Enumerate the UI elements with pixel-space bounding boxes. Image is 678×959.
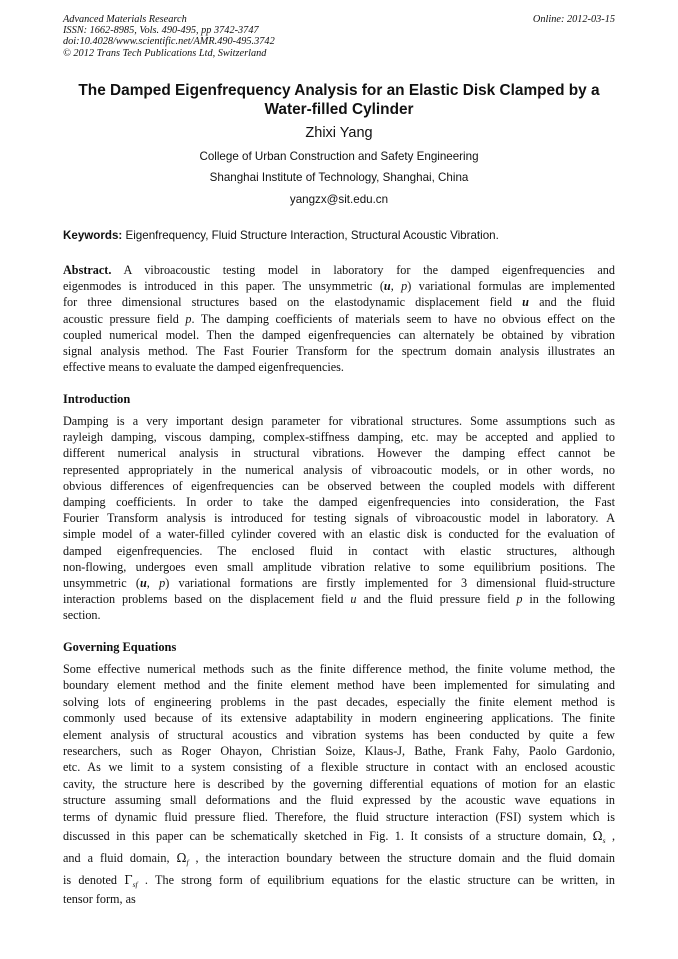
paragraph-line: etc. As we limit to a system consisting of a flexible structure in contact with an enclosed acoustic: [63, 760, 615, 775]
author-email[interactable]: yangzx@sit.edu.cn: [289, 193, 389, 206]
governing-equations-text: [63, 661, 615, 907]
paragraph-line: rayleigh damping, viscous damping, complex-stiffness damping, etc. may be accepted and applied to: [63, 430, 615, 445]
paragraph-line: represented appropriately in the numerical analysis of vibroacoutic models, or in other words, no: [63, 462, 615, 477]
omega-symbol: Ω: [592, 828, 603, 843]
abstract-line: Abstract. A vibroacoustic testing model in laboratory for the damped eigenfrequencies and: [63, 263, 615, 277]
paragraph-line: terms of dynamic fluid pressure flied. Therefore, the fluid structure interaction (FSI) system which is: [63, 809, 615, 824]
paragraph-line: structure assuming small deformations and the fluid expressed by the acoustic wave equations in: [63, 793, 615, 808]
section-heading-governing-equations: Governing Equations: [63, 640, 177, 654]
section-heading-introduction: Introduction: [63, 392, 131, 406]
gamma-symbol: Γ: [124, 872, 133, 887]
paragraph-line: and a fluid domain, $\Omega_f$ , the interaction boundary between the structure domain and the fluid domain: [63, 850, 615, 867]
abstract-line: eigenmodes is introduced in this paper. The unsymmetric (u, p) variational formulas are implemented: [63, 279, 616, 294]
doi-link[interactable]: doi:10.4028/www.scientific.net/AMR.490-495.3742: [63, 36, 275, 48]
paragraph-line: discussed in this paper can be schematically sketched in Fig. 1. It consists of a structure domain, $\Omega_s$ ,: [63, 828, 616, 845]
keywords-label: Keywords:: [63, 229, 123, 242]
omega-symbol: Ω: [176, 850, 187, 865]
affiliation-line-2: Shanghai Institute of Technology, Shanghai, China: [209, 171, 469, 184]
paragraph-line: Some effective numerical methods such as the finite difference method, the finite volume method, the: [63, 662, 615, 676]
author-name: Zhixi Yang: [305, 125, 373, 141]
abstract-line: for three dimensional structures based on the elastodynamic displacement field u and the fluid: [63, 295, 615, 310]
abstract-line: acoustic pressure field p. The damping coefficients of materials seem to have no obvious effect on the: [63, 311, 615, 326]
paragraph-line: boundary element method and the finite element method have been implemented for simulating and: [63, 678, 615, 693]
journal-name: Advanced Materials Research: [63, 14, 187, 25]
paragraph-line: commonly used because of its extensive adaptability in modern engineering applications. The finite: [63, 711, 615, 726]
paragraph-line: simple model of a water-filled cylinder covered with an elastic disk is conducted for the evaluation of: [63, 527, 615, 542]
paragraph-line: damping coefficients. In order to take the damped eigenfrequencies into consideration, the Fast: [63, 494, 615, 509]
keywords: [63, 229, 615, 243]
abstract-line: coupled numerical model. Then the damped eigenfrequencies can alternately be obtained by vibration: [63, 327, 615, 342]
paper-title: [63, 81, 615, 119]
paragraph-line: Fourier Transform analysis is introduced for testing signals of vibroacoustic model in laboratory. A: [63, 511, 615, 526]
paragraph-line: element analysis of structural acoustics and vibration systems has been conducted by quite a few: [63, 727, 615, 742]
paragraph-line: obvious differences of eigenfrequencies can be observed between the coupled models with different: [63, 478, 615, 493]
title-line-1: The Damped Eigenfrequency Analysis for an Elastic Disk Clamped by a: [78, 82, 600, 99]
paragraph-line: researchers, such as Roger Ohayon, Christian Soize, Klaus-J, Bathe, Frank Fahy, Paolo Gardonio,: [63, 743, 615, 758]
abstract: [63, 262, 615, 375]
paragraph-line: cavity, the structure here is described by the governing differential equations of motion for an elastic: [63, 776, 615, 791]
abstract-line: effective means to evaluate the damped eigenfrequencies.: [63, 360, 344, 375]
paragraph-line: unsymmetric (u, p) variational formations are firstly implemented for 3 dimensional fluid-structure: [63, 575, 615, 590]
paragraph-line: non-flowing, undergoes even small amplitude vibration relative to some equilibrium positions. The: [63, 559, 615, 574]
online-date: Online: 2012-03-15: [532, 14, 615, 25]
title-line-2: Water-filled Cylinder: [264, 101, 414, 118]
paragraph-line: section.: [63, 608, 101, 623]
paragraph-line: solving lots of engineering problems in the past decades, especially the finite element method is: [63, 694, 615, 709]
affiliation-line-1: College of Urban Construction and Safety Engineering: [199, 150, 479, 163]
journal-header: [63, 14, 615, 59]
introduction-text: [63, 413, 615, 623]
paragraph-line: tensor form, as: [63, 891, 136, 906]
paragraph-line: Damping is a very important design parameter for vibrational structures. Some assumptions such as: [63, 414, 615, 428]
keywords-text: Eigenfrequency, Fluid Structure Interaction, Structural Acoustic Vibration.: [122, 229, 499, 242]
issn-line: ISSN: 1662-8985, Vols. 490-495, pp 3742-3747: [63, 25, 259, 37]
paragraph-line: damped eigenfrequencies. The enclosed fluid in contact with elastic structures, although: [63, 543, 615, 558]
abstract-line: signal analysis method. The Fast Fourier Transform for the spectrum domain analysis illustrates an: [63, 343, 615, 358]
paragraph-line: different numerical analysis in structural vibrations. However the damping effect cannot be: [63, 446, 615, 461]
paragraph-line: is denoted $\Gamma_{sf}$ . The strong form of equilibrium equations for the elastic structure can be written, in: [63, 872, 615, 889]
abstract-label: Abstract.: [63, 263, 112, 277]
paragraph-line: interaction problems based on the displacement field u and the fluid pressure field p in the following: [63, 592, 615, 607]
copyright-line: © 2012 Trans Tech Publications Ltd, Switzerland: [63, 47, 267, 59]
